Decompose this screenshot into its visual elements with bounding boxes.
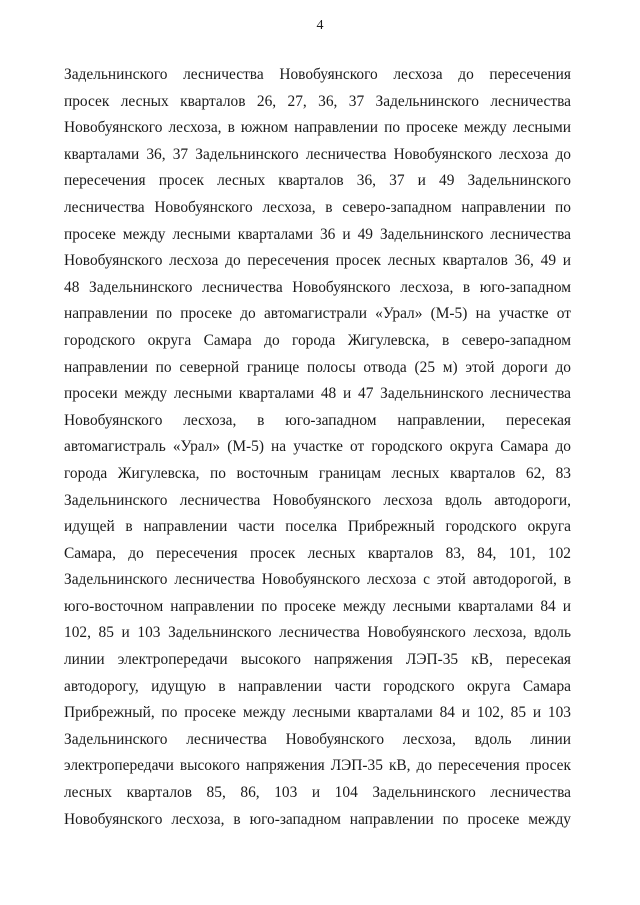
text-line: лесных кварталов 85, 86, 103 и 104 Задельнинского лесничества: [64, 784, 571, 802]
text-line: кварталами 36, 37 Задельнинского лесничества Новобуянского лесхоза до: [64, 145, 571, 163]
text-line: автомагистраль «Урал» (М-5) на участке от городского округа Самара до: [64, 438, 571, 456]
text-line: Задельнинского лесничества Новобуянского лесхоза вдоль автодороги,: [64, 491, 571, 509]
text-line: направлении по северной границе полосы отвода (25 м) этой дороги до: [64, 358, 571, 376]
text-line: 102, 85 и 103 Задельнинского лесничества Новобуянского лесхоза, вдоль: [64, 624, 571, 642]
text-line: Задельнинского лесничества Новобуянского лесхоза до пересечения: [64, 66, 571, 83]
text-line: Задельнинского лесничества Новобуянского лесхоза, вдоль линии: [64, 730, 571, 748]
text-line: Новобуянского лесхоза, в юго-западном направлении по просеке между: [64, 810, 571, 828]
text-line: просеки между лесными кварталами 48 и 47 Задельнинского лесничества: [64, 385, 571, 403]
text-line: городского округа Самара до города Жигулевска, в северо-западном: [64, 331, 571, 349]
text-line: просек лесных кварталов 26, 27, 36, 37 Задельнинского лесничества: [64, 92, 571, 110]
text-line: Новобуянского лесхоза, в юго-западном направлении, пересекая: [64, 411, 571, 429]
text-line: направлении по просеке до автомагистрали «Урал» (М-5) на участке от: [64, 305, 571, 323]
text-line: линии электропередачи высокого напряжения ЛЭП-35 кВ, пересекая: [64, 651, 571, 669]
text-line: Прибрежный, по просеке между лесными кварталами 84 и 102, 85 и 103: [64, 704, 571, 722]
page-number: 4: [316, 18, 324, 33]
text-line: просеке между лесными кварталами 36 и 49 Задельнинского лесничества: [64, 225, 571, 243]
text-line: идущей в направлении части поселка Прибрежный городского округа: [64, 518, 571, 536]
text-line: электропередачи высокого напряжения ЛЭП-35 кВ, до пересечения просек: [64, 757, 571, 775]
text-line: 48 Задельнинского лесничества Новобуянского лесхоза, в юго-западном: [64, 278, 571, 296]
text-line: Задельнинского лесничества Новобуянского лесхоза с этой автодорогой, в: [64, 571, 571, 589]
text-line: пересечения просек лесных кварталов 36, 37 и 49 Задельнинского: [64, 172, 571, 190]
text-line: Самара, до пересечения просек лесных кварталов 83, 84, 101, 102: [64, 544, 571, 562]
text-line: юго-восточном направлении по просеке между лесными кварталами 84 и: [64, 597, 571, 615]
text-line: Новобуянского лесхоза, в южном направлении по просеке между лесными: [64, 119, 571, 137]
body-text: [64, 62, 571, 833]
text-line: города Жигулевска, по восточным границам лесных кварталов 62, 83: [64, 464, 571, 482]
text-line: лесничества Новобуянского лесхоза, в северо-западном направлении по: [64, 198, 571, 216]
text-line: Новобуянского лесхоза до пересечения просек лесных кварталов 36, 49 и: [64, 252, 571, 270]
text-line: автодорогу, идущую в направлении части городского округа Самара: [64, 677, 571, 695]
